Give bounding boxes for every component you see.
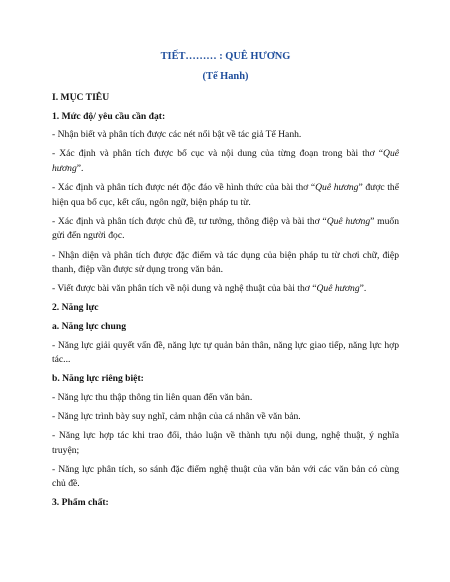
poem-title-emphasis: Quê hương — [326, 215, 371, 227]
subheading-requirements: 1. Mức độ/ yêu cầu cần đạt: — [52, 110, 166, 122]
section-heading-objectives: I. MỤC TIÊU — [52, 92, 110, 104]
text-run: ” được thể hiện qua bố cục, kết cấu, ngôn ngữ, biện pháp tu từ. — [52, 182, 399, 208]
subheading-specific-competence: b. Năng lực riêng biệt: — [52, 373, 144, 385]
lesson-title: TIẾT……… : QUÊ HƯƠNG — [160, 51, 291, 62]
text-run: - Xác định và phân tích được bố cục và nội dung của từng đoạn trong bài thơ “ — [52, 148, 384, 160]
paragraph-structure — [52, 147, 399, 176]
paragraph-writing — [52, 282, 399, 297]
paragraph-cooperation: - Năng lực hợp tác khi trao đổi, thảo luận về thành tựu nội dung, nghệ thuật, ý nghĩa truyện; — [52, 429, 399, 456]
paragraph-general-competence: - Năng lực giải quyết vấn đề, năng lực tự quản bản thân, năng lực giao tiếp, năng lực hợp tác... — [52, 339, 399, 366]
subheading-general-competence: a. Năng lực chung — [52, 320, 126, 332]
paragraph-comparison: - Năng lực phân tích, so sánh đặc điểm nghệ thuật của văn bản với các văn bản có cùng chủ đề. — [52, 463, 399, 490]
subheading-qualities: 3. Phẩm chất: — [52, 497, 109, 509]
author-line: (Tế Hanh) — [202, 70, 249, 82]
subheading-competence: 2. Năng lực — [52, 302, 99, 314]
document-page — [52, 50, 399, 515]
paragraph-info-gathering: - Năng lực thu thập thông tin liên quan đến văn bản. — [52, 391, 253, 403]
poem-title-emphasis: Quê hương — [315, 182, 359, 194]
text-run: ”. — [359, 283, 367, 295]
paragraph-presentation: - Năng lực trình bày suy nghĩ, cảm nhận của cá nhân về văn bản. — [52, 410, 301, 422]
paragraph-rhetoric: - Nhận diện và phân tích được đặc điểm và tác dụng của biện pháp tu từ chơi chữ, điệp thanh, điệp vần được sử dụng trong văn bản. — [52, 249, 399, 276]
poem-title-emphasis: Quê hương — [316, 283, 360, 295]
text-run: - Xác định và phân tích được nét độc đáo về hình thức của bài thơ “ — [52, 182, 316, 194]
text-run: - Viết được bài văn phân tích về nội dung và nghệ thuật của bài thơ “ — [52, 283, 317, 295]
text-run: ” muốn gửi đến người đọc. — [52, 215, 399, 242]
paragraph-form — [52, 181, 399, 210]
paragraph-theme — [52, 215, 399, 244]
text-run: - Xác định và phân tích được chủ đề, tư tưởng, thông điệp và bài thơ “ — [52, 215, 327, 227]
text-run: ”. — [76, 163, 84, 175]
paragraph-author: - Nhận biết và phân tích được các nét nổi bật về tác giả Tế Hanh. — [52, 129, 302, 141]
poem-title-emphasis: Quê hương — [52, 148, 399, 175]
